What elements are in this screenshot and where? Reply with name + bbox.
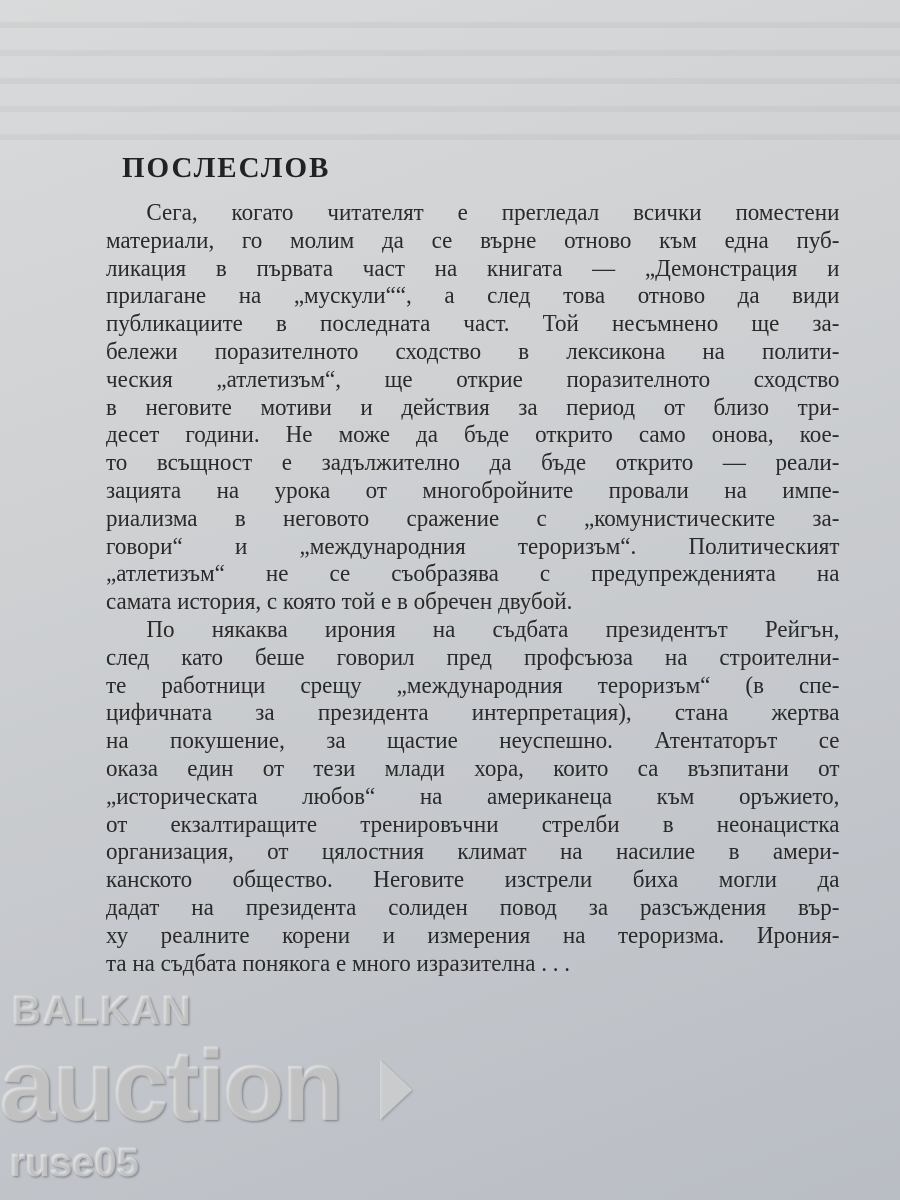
text-line: ху реалните корени и измерения на тероризма. Ирония- — [106, 922, 840, 949]
text-line: прилагане на „мускули““, а след това отново да види — [106, 283, 840, 310]
text-line: „атлетизъм“ не се съобразява с предупрежденията на — [106, 561, 840, 588]
text-line: оказа един от тези млади хора, които са възпитани от — [106, 755, 840, 782]
play-arrow-icon — [380, 1060, 412, 1120]
text-line: говори“ и „международния тероризъм“. Политическият — [106, 533, 840, 560]
text-line: те работници срещу „международния тероризъм“ (в спе- — [106, 672, 840, 699]
text-line: организация, от цялостния климат на насилие в амери- — [106, 839, 840, 866]
text-line: риализма в неговото сражение с „комунистическите за- — [106, 505, 840, 532]
text-line: канското общество. Неговите изстрели биха могли да — [106, 867, 840, 894]
watermark-balkan: BALKAN — [12, 989, 193, 1033]
text-line: зацията на урока от многобройните провали на импе- — [106, 477, 840, 504]
paragraph — [106, 617, 870, 978]
text-line: По някаква ирония на съдбата президентът Рейгън, — [146, 616, 840, 643]
page-title: ПОСЛЕСЛОВ — [122, 152, 331, 184]
body-text — [106, 200, 870, 978]
text-line: цифичната за президента интерпретация), стана жертва — [106, 700, 840, 727]
text-line: от екзалтиращите тренировъчни стрелби в неонацистка — [106, 811, 840, 838]
text-line: след като беше говорил пред профсъюза на строителни- — [106, 644, 840, 671]
text-line: то всъщност е задължително да бъде открито — реали- — [106, 450, 840, 477]
text-line: та на съдбата понякога е много изразителна . . . — [106, 950, 571, 977]
text-line: на покушение, за щастие неуспешно. Атентаторът се — [106, 728, 840, 755]
text-line: ликация в първата част на книгата — „Демонстрация и — [106, 255, 840, 282]
text-line: бележи поразителното сходство в лексикона на полити- — [106, 338, 840, 365]
text-line: в неговите мотиви и действия за период от близо три- — [106, 394, 840, 421]
paragraph — [106, 200, 870, 617]
watermark-auction: auction — [0, 1030, 342, 1142]
text-line: ческия „атлетизъм“, ще открие поразителното сходство — [106, 366, 840, 393]
text-line: дадат на президента солиден повод за разсъждения вър- — [106, 894, 840, 921]
text-line: самата история, с която той е в обречен двубой. — [106, 589, 573, 616]
text-line: материали, го молим да се върне отново към една пуб- — [106, 227, 840, 254]
text-line: десет години. Не може да бъде открито само онова, кое- — [106, 422, 840, 449]
text-line: Сега, когато читателят е прегледал всички поместени — [146, 200, 840, 226]
watermark-user: ruse05 — [10, 1141, 139, 1185]
text-line: „историческата любов“ на американеца към оръжието, — [106, 783, 840, 810]
text-line: публикациите в последната част. Той несъмнено ще за- — [106, 311, 840, 338]
show-through-text — [0, 0, 900, 140]
